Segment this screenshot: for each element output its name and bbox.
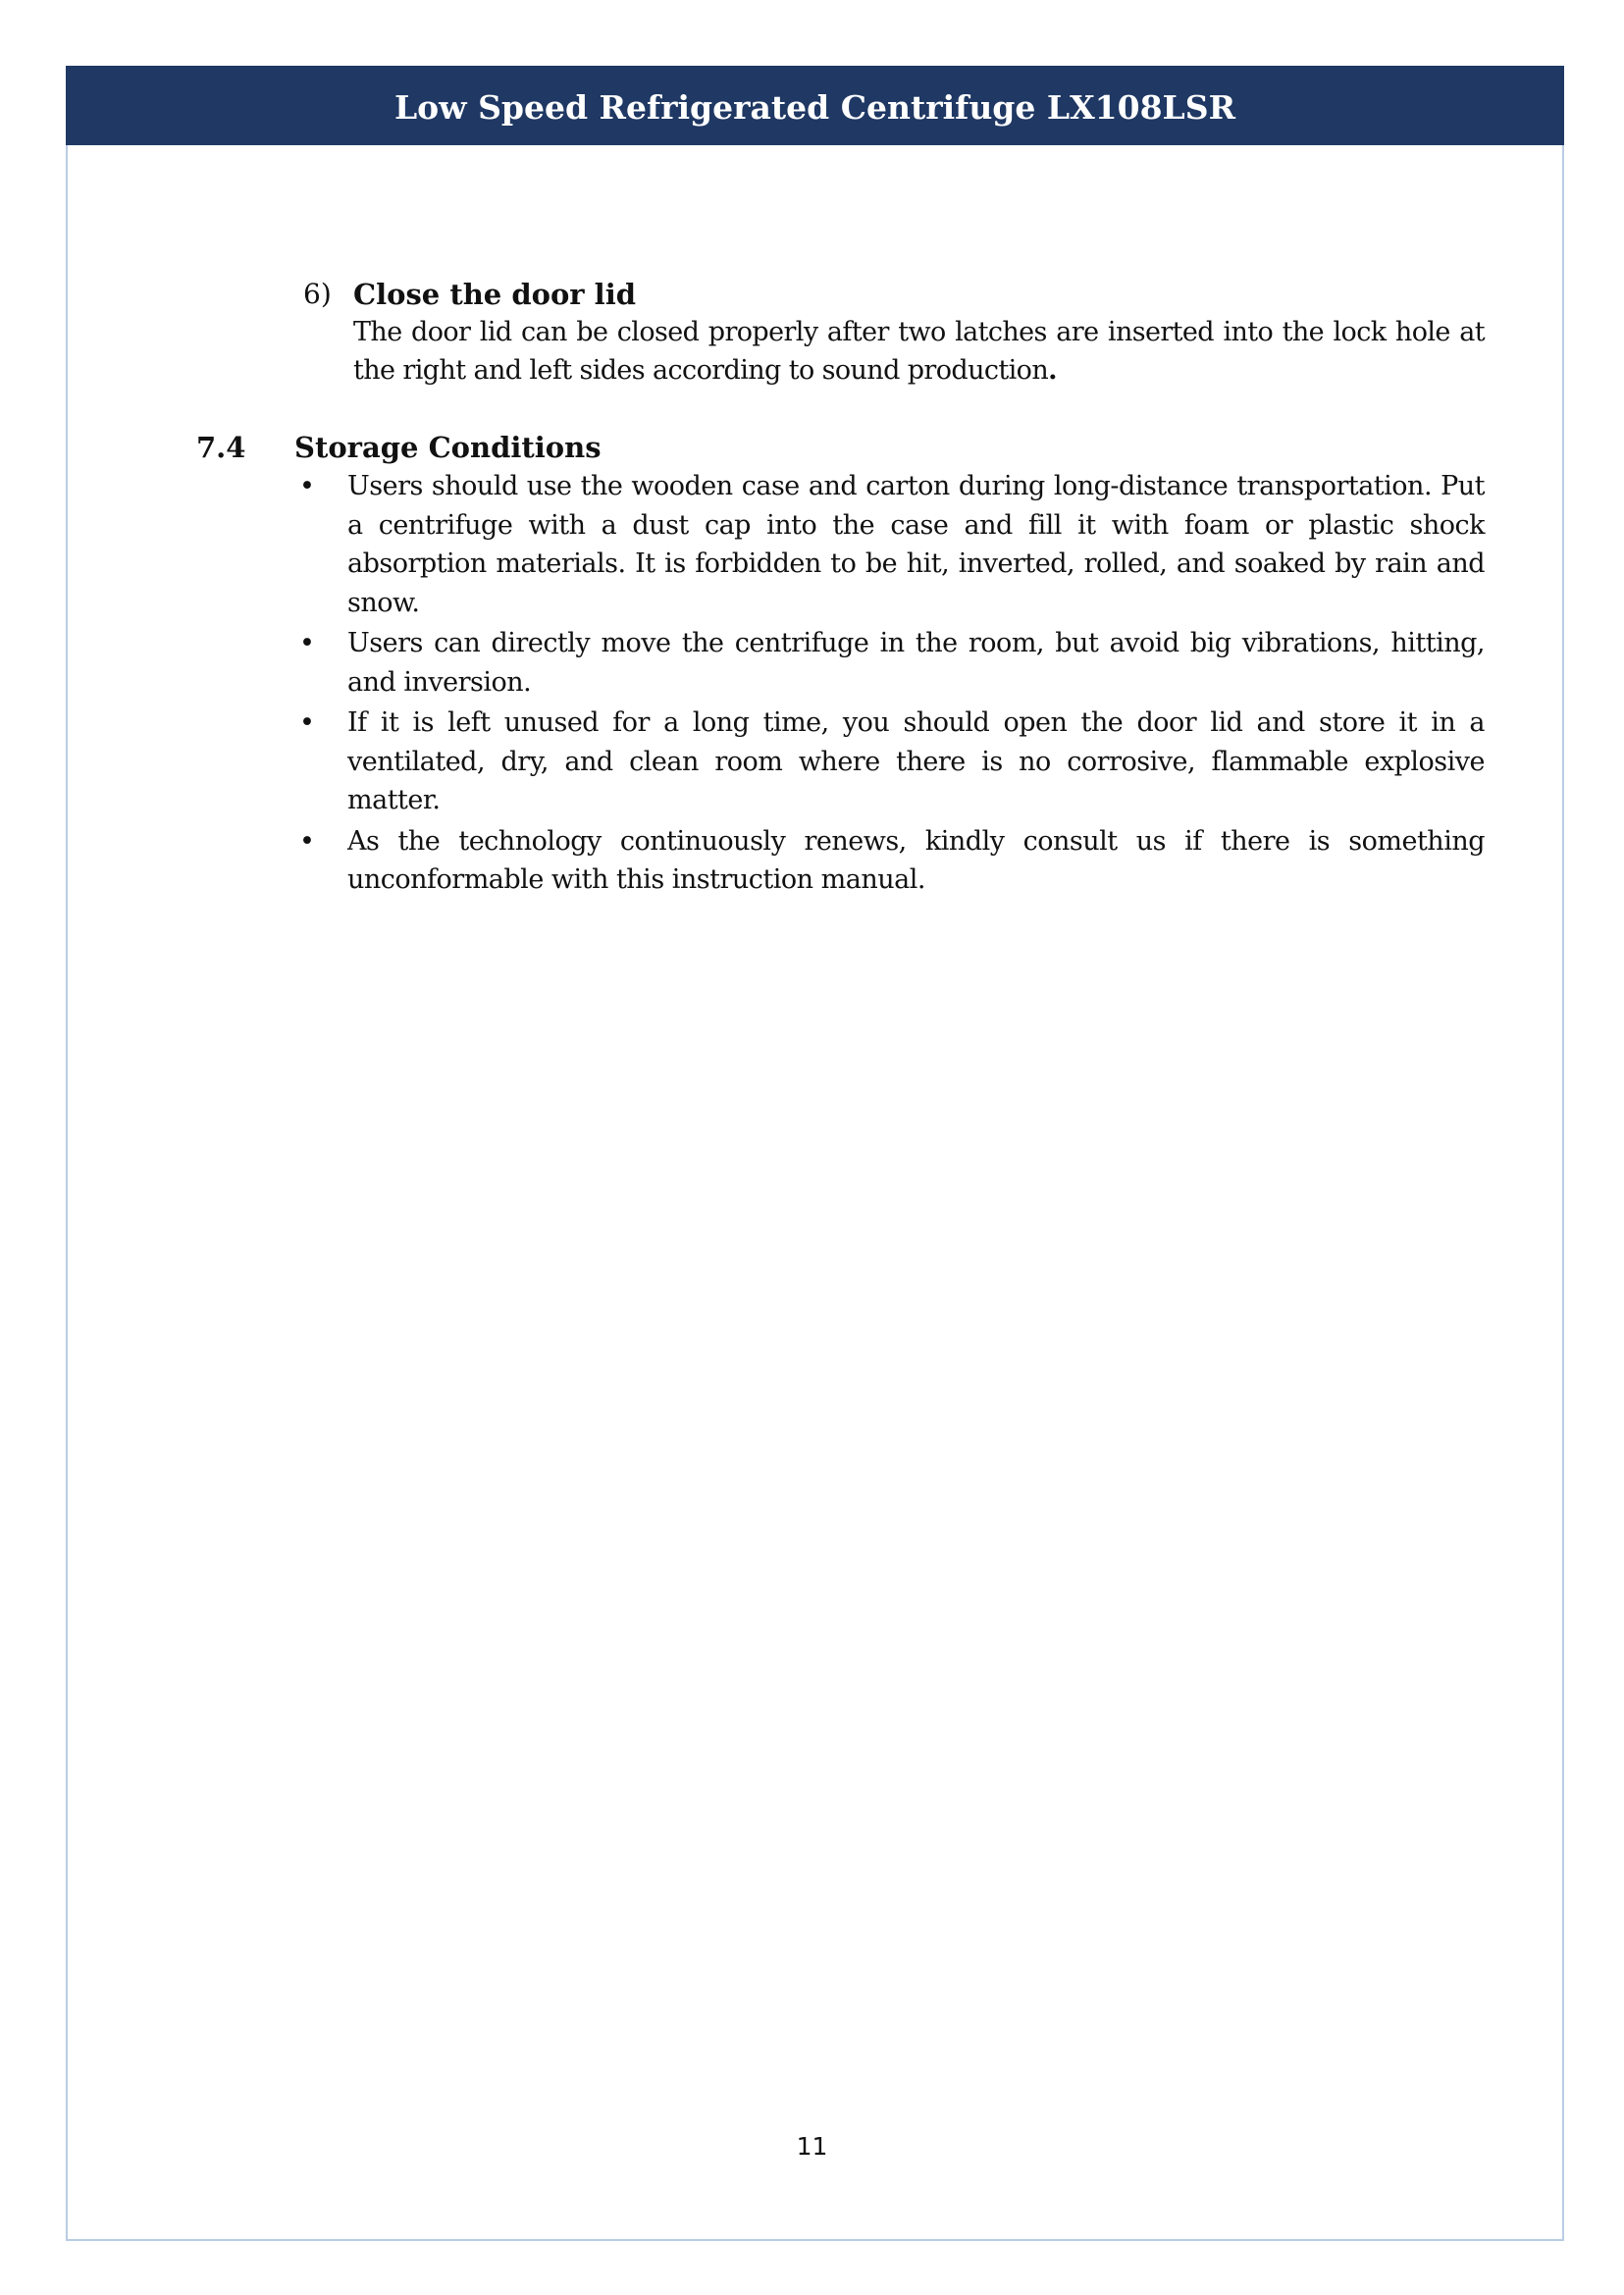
page-number: 11 bbox=[796, 2132, 828, 2161]
step-body bbox=[353, 313, 1485, 390]
list-item bbox=[294, 624, 1485, 702]
section-number: 7.4 bbox=[196, 431, 246, 464]
step-body-text: The door lid can be closed properly after two latches are inserted into the lock hole at the right and left sides according to sound production bbox=[353, 317, 1485, 386]
step-body-period: . bbox=[1048, 355, 1057, 386]
list-item-text: If it is left unused for a long time, you should open the door lid and store it in a ventilated, dry, and clean room where there is no corrosive, flammable explosive matter. bbox=[347, 707, 1485, 815]
list-item-text: Users should use the wooden case and carton during long-distance transportation. Put a centrifuge with a dust cap into the case and fill it with foam or plastic shock absorption materials. It is forbidden to be hit, inverted, rolled, and soaked by rain and snow. bbox=[347, 471, 1485, 618]
bullet-icon: • bbox=[299, 471, 315, 501]
list-item bbox=[294, 467, 1485, 622]
step-title: Close the door lid bbox=[353, 278, 636, 311]
bullet-icon: • bbox=[299, 628, 315, 658]
list-item bbox=[294, 822, 1485, 900]
list-item-text: As the technology continuously renews, kindly consult us if there is something unconformable with this instruction manual. bbox=[347, 825, 1485, 895]
bullet-icon: • bbox=[299, 825, 315, 857]
bullet-icon: • bbox=[299, 707, 315, 738]
storage-conditions-list bbox=[294, 467, 1485, 902]
step-number: 6) bbox=[303, 278, 332, 310]
list-item-text: Users can directly move the centrifuge in the room, but avoid big vibrations, hitting, and inversion. bbox=[347, 628, 1485, 698]
section-title: Storage Conditions bbox=[294, 431, 602, 464]
list-item bbox=[294, 704, 1485, 820]
header-title: Low Speed Refrigerated Centrifuge LX108LSR bbox=[393, 88, 1236, 127]
